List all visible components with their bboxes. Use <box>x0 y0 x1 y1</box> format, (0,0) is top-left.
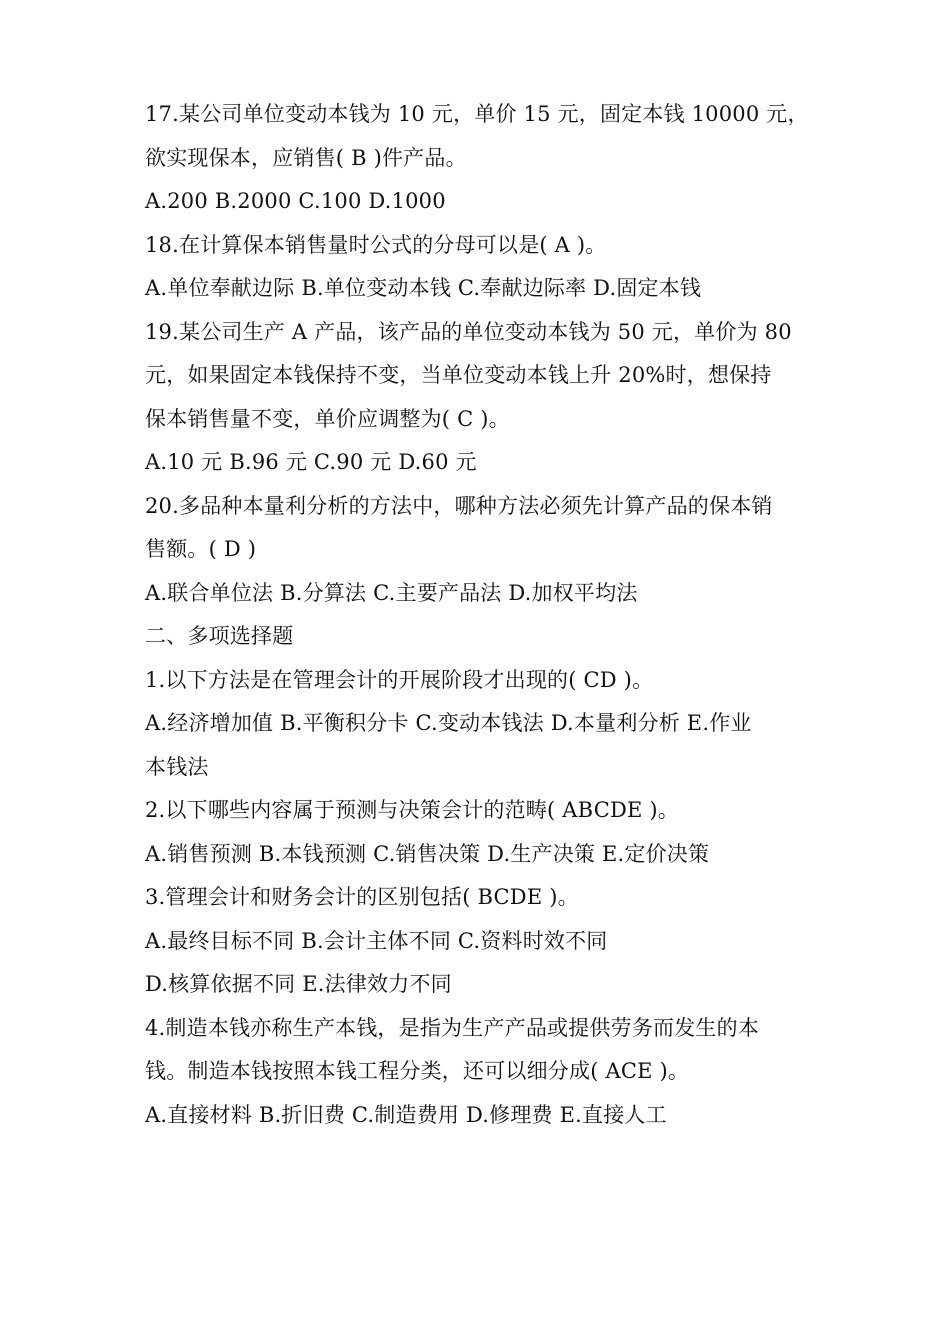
question-19-line-1: 19.某公司生产 A 产品，该产品的单位变动本钱为 50 元，单价为 80 <box>145 319 792 344</box>
mc-question-4-line-1: 4.制造本钱亦称生产本钱，是指为生产产品或提供劳务而发生的本 <box>145 1015 760 1040</box>
question-18: 18.在计算保本销售量时公式的分母可以是( A )。 <box>145 232 607 257</box>
mc-question-2-options: A.销售预测 B.本钱预测 C.销售决策 D.生产决策 E.定价决策 <box>145 841 710 866</box>
mc-question-1: 1.以下方法是在管理会计的开展阶段才出现的( CD )。 <box>145 667 654 692</box>
question-17-options: A.200 B.2000 C.100 D.1000 <box>145 189 446 213</box>
mc-question-4-options: A.直接材料 B.折旧费 C.制造费用 D.修理费 E.直接人工 <box>145 1102 667 1127</box>
question-19-line-3: 保本销售量不变，单价应调整为( C )。 <box>145 406 510 431</box>
question-19-options: A.10 元 B.96 元 C.90 元 D.60 元 <box>145 450 477 474</box>
question-19-line-2: 元，如果固定本钱保持不变，当单位变动本钱上升 20%时，想保持 <box>145 363 772 387</box>
question-17-line-2: 欲实现保本，应销售( B )件产品。 <box>145 145 467 170</box>
question-17-line-1: 17.某公司单位变动本钱为 10 元，单价 15 元，固定本钱 10000 元， <box>145 102 809 126</box>
mc-question-4-line-2: 钱。制造本钱按照本钱工程分类，还可以细分成( ACE )。 <box>145 1059 690 1083</box>
mc-question-1-options-line-2: 本钱法 <box>145 754 209 779</box>
mc-question-3-options-line-1: A.最终目标不同 B.会计主体不同 C.资料时效不同 <box>145 928 608 953</box>
mc-question-3: 3.管理会计和财务会计的区别包括( BCDE )。 <box>145 885 579 909</box>
question-20-line-1: 20.多品种本量利分析的方法中，哪种方法必须先计算产品的保本销 <box>145 493 773 518</box>
question-20-options: A.联合单位法 B.分算法 C.主要产品法 D.加权平均法 <box>145 580 638 605</box>
question-20-line-2: 售额。( D ) <box>145 537 257 561</box>
mc-question-2: 2.以下哪些内容属于预测与决策会计的范畴( ABCDE )。 <box>145 798 679 822</box>
mc-question-3-options-line-2: D.核算依据不同 E.法律效力不同 <box>145 972 452 996</box>
mc-question-1-options-line-1: A.经济增加值 B.平衡积分卡 C.变动本钱法 D.本量利分析 E.作业 <box>145 711 752 735</box>
section-heading: 二、多项选择题 <box>145 624 294 648</box>
question-18-options: A.单位奉献边际 B.单位变动本钱 C.奉献边际率 D.固定本钱 <box>145 276 702 300</box>
document-page <box>145 93 825 1137</box>
